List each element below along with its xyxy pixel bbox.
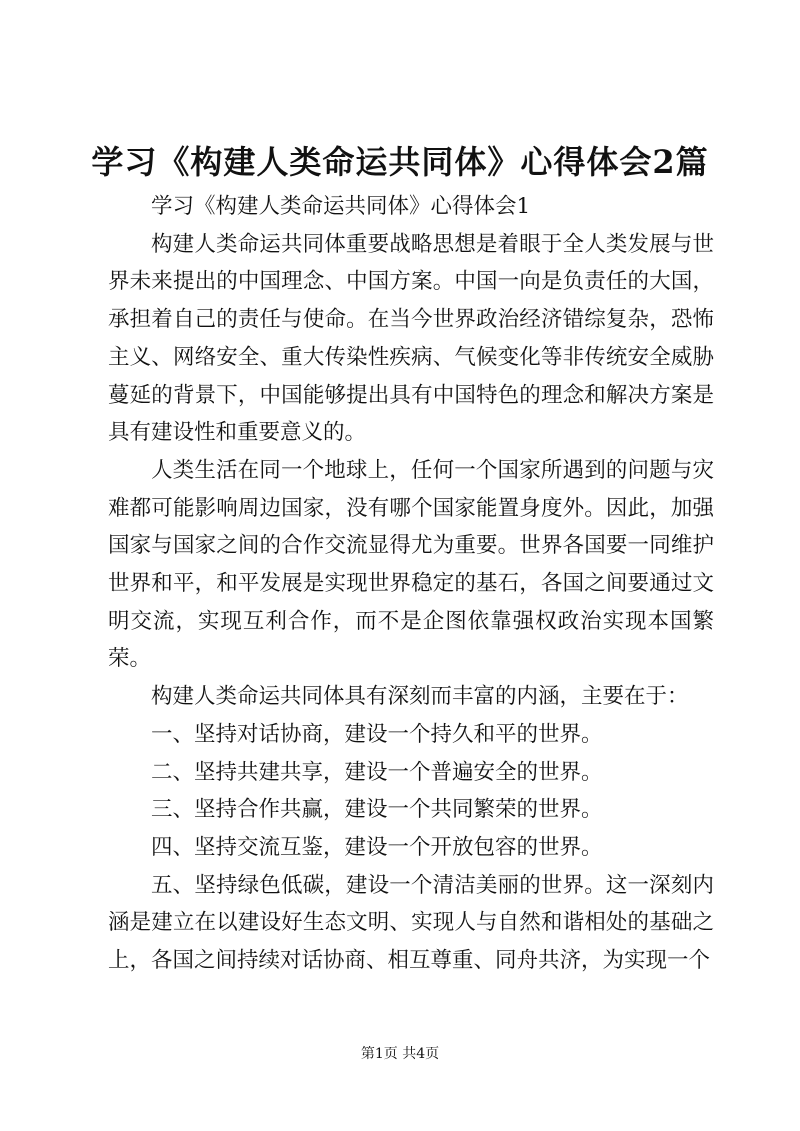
- page-footer: 第1页 共4页: [360, 1046, 440, 1062]
- document-body: [108, 188, 714, 980]
- list-item: 一、坚持对话协商，建设一个持久和平的世界。: [151, 721, 603, 747]
- body-paragraph: 人类生活在同一个地球上，任何一个国家所遇到的问题与灾难都可能影响周边国家，没有哪个国家能置身度外。因此，加强国家与国家之间的合作交流显得尤为重要。世界各国要一同维护世界和平，和平发展是实现世界稳定的基石，各国之间要通过文明交流，实现互利合作，而不是企图依靠强权政治实现本国繁荣。: [108, 457, 714, 672]
- list-item: 三、坚持合作共赢，建设一个共同繁荣的世界。: [151, 797, 603, 823]
- subtitle-paragraph: 学习《构建人类命运共同体》心得体会1: [151, 194, 531, 219]
- list-item: 四、坚持交流互鉴，建设一个开放包容的世界。: [151, 834, 603, 860]
- list-item: 五、坚持绿色低碳，建设一个清洁美丽的世界。这一深刻内涵是建立在以建设好生态文明、实现人与自然和谐相处的基础之上，各国之间持续对话协商、相互尊重、同舟共济，为实现一个: [108, 872, 714, 974]
- document-title: 学习《构建人类命运共同体》心得体会2篇: [91, 143, 709, 181]
- body-paragraph: 构建人类命运共同体具有深刻而丰富的内涵，主要在于：: [151, 684, 689, 710]
- body-paragraph: 构建人类命运共同体重要战略思想是着眼于全人类发展与世界未来提出的中国理念、中国方案。中国一向是负责任的大国，承担着自己的责任与使命。在当今世界政治经济错综复杂，恐怖主义、网络安全、重大传染性疾病、气候变化等非传统安全威胁蔓延的背景下，中国能够提出具有中国特色的理念和解决方案是具有建设性和重要意义的。: [108, 231, 714, 446]
- list-item: 二、坚持共建共享，建设一个普遍安全的世界。: [151, 759, 603, 785]
